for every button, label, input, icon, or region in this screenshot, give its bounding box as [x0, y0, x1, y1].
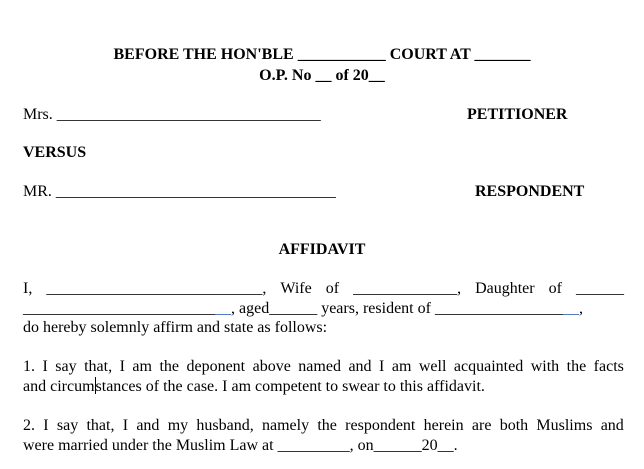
word: I	[119, 358, 125, 375]
para1-line-2-text-b: stances of the case. I am competent to swear to this affidavit.	[95, 378, 485, 395]
para1-line-1	[23, 357, 624, 377]
word: my	[167, 417, 189, 434]
word: I,	[23, 280, 33, 297]
respondent-name-line: MR. ___________________________________	[23, 183, 336, 200]
word: _____________,	[353, 280, 462, 297]
word: facts	[593, 358, 624, 375]
intro-line-2-blue-b: __	[562, 300, 579, 317]
word: of	[325, 280, 340, 297]
intro-line-2-text-a: ________________________	[23, 300, 215, 317]
word: and	[136, 417, 160, 434]
word: that,	[84, 358, 113, 375]
intro-line-2-text-c: ,	[578, 300, 583, 317]
word: namely	[262, 417, 310, 434]
word: that,	[86, 417, 115, 434]
petitioner-label: PETITIONER	[467, 106, 568, 123]
intro-line-1	[23, 279, 624, 299]
word: say	[56, 417, 79, 434]
word: I	[43, 417, 49, 434]
word: above	[252, 358, 291, 375]
word: acquainted	[453, 358, 524, 375]
case-number: O.P. No __ of 20__	[259, 67, 385, 84]
word: am	[391, 358, 412, 375]
word: 1.	[23, 358, 35, 375]
word: ______	[575, 280, 624, 297]
word: the	[566, 358, 587, 375]
word: and	[348, 358, 372, 375]
word: and	[600, 417, 624, 434]
word: I	[122, 417, 129, 434]
para2-line-1	[23, 416, 624, 436]
word: say	[55, 358, 77, 375]
word: ___________________________,	[46, 280, 267, 297]
intro-line-2	[23, 299, 583, 319]
word: 2.	[23, 417, 35, 434]
word: husband,	[196, 417, 254, 434]
word: the	[317, 417, 337, 434]
word: Daughter	[475, 280, 535, 297]
intro-line-2-text-b: , aged______ years, resident of ________________	[231, 300, 563, 317]
word: with	[530, 358, 560, 375]
intro-line-3: do hereby solemnly affirm and state as follows:	[23, 319, 328, 336]
word: are	[471, 417, 492, 434]
word: of	[548, 280, 562, 297]
word: am	[132, 358, 152, 375]
para2-line-2: were married under the Muslim Law at _________, on______20__.	[23, 437, 458, 454]
word: both	[499, 417, 529, 434]
court-heading: BEFORE THE HON'BLE ___________ COURT AT _______	[113, 46, 531, 63]
versus-label: VERSUS	[23, 144, 87, 161]
word: Wife	[280, 280, 312, 297]
para1-line-2-text-a: and circum	[23, 378, 95, 395]
word: I	[379, 358, 385, 375]
word: named	[298, 358, 341, 375]
affidavit-title: AFFIDAVIT	[278, 241, 366, 258]
word: well	[418, 358, 447, 375]
petitioner-name-line: Mrs. _________________________________	[23, 106, 321, 123]
word: I	[42, 358, 48, 375]
word: deponent	[186, 358, 246, 375]
para1-line-2[interactable]	[23, 377, 485, 397]
intro-line-2-blue-a: __	[215, 300, 231, 317]
respondent-label: RESPONDENT	[475, 183, 585, 200]
word: Muslims	[536, 417, 593, 434]
word: herein	[423, 417, 464, 434]
word: respondent	[345, 417, 416, 434]
word: the	[159, 358, 179, 375]
